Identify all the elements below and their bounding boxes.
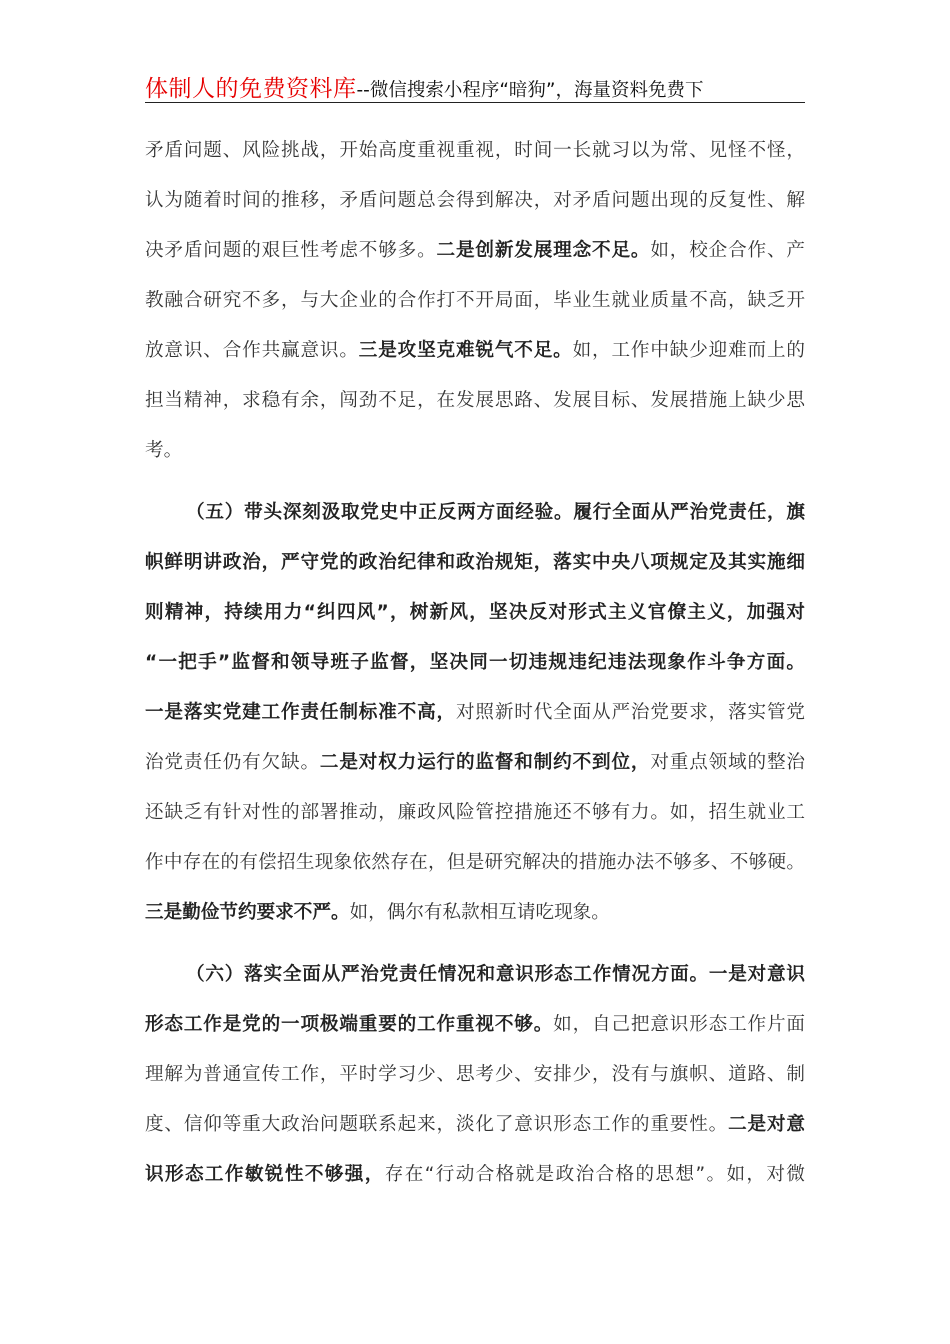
header-notice: --微信搜索小程序“暗狗”，海量资料免费下 [356,80,704,101]
text-line [145,738,805,788]
bold-text: （五）带头深刻汲取党史中正反两方面经验。履行全面从严治党责任，旗 [186,502,805,523]
text-line [145,1000,805,1050]
body-text: 决矛盾问题的艰巨性考虑不够多。 [145,240,437,261]
text-line [145,326,805,376]
paragraph-gap [145,476,805,488]
text-line [145,638,805,688]
text-line [145,538,805,588]
bold-text: 三是勤俭节约要求不严。 [145,902,350,923]
body-text: 如，自己把意识形态工作片面 [553,1014,805,1035]
bold-text: 则精神，持续用力“纠四风”，树新风，坚决反对形式主义官僚主义，加强对 [145,602,805,623]
text-line [145,1100,805,1150]
body-text: 认为随着时间的推移，矛盾问题总会得到解决，对矛盾问题出现的反复性、解 [145,190,805,211]
body-text: 治党责任仍有欠缺。 [145,752,320,773]
text-line [145,176,805,226]
body-text: 矛盾问题、风险挑战，开始高度重视重视，时间一长就习以为常、见怪不怪， [145,140,805,161]
document-body [145,126,805,1200]
bold-text: 帜鲜明讲政治，严守党的政治纪律和政治规矩，落实中央八项规定及其实施细 [145,552,805,573]
body-text: 作中存在的有偿招生现象依然存在，但是研究解决的措施办法不够多、不够硬。 [145,852,805,873]
text-line [145,588,805,638]
body-text: 如，校企合作、产 [650,240,805,261]
text-line [145,426,805,476]
bold-text: 二是对权力运行的监督和制约不到位， [319,752,651,773]
body-text: 教融合研究不多，与大企业的合作打不开局面，毕业生就业质量不高，缺乏开 [145,290,805,311]
text-line [145,1150,805,1200]
bold-text: 识形态工作敏锐性不够强， [145,1164,385,1185]
bold-text: 二是创新发展理念不足。 [436,240,651,261]
text-line [145,276,805,326]
body-text: 如，工作中缺少迎难而上的 [572,340,805,361]
body-text: 度、信仰等重大政治问题联系起来，淡化了意识形态工作的重要性。 [145,1114,729,1135]
text-line [145,126,805,176]
text-line [145,688,805,738]
text-line [145,950,805,1000]
bold-text: “一把手”监督和领导班子监督，坚决同一切违规违纪违法现象作斗争方面。 [145,652,805,673]
body-text: 对重点领域的整治 [650,752,805,773]
body-text: 考。 [145,440,183,461]
body-text: 担当精神，求稳有余，闯劲不足，在发展思路、发展目标、发展措施上缺少思 [145,390,805,411]
page-header [145,70,805,103]
body-text: 放意识、合作共赢意识。 [145,340,359,361]
body-text: 理解为普通宣传工作，平时学习少、思考少、安排少，没有与旗帜、道路、制 [145,1064,805,1085]
text-line [145,888,805,938]
body-text: 还缺乏有针对性的部署推动，廉政风险管控措施还不够有力。如，招生就业工 [145,802,805,823]
bold-text: （六）落实全面从严治党责任情况和意识形态工作情况方面。一是对意识 [186,964,805,985]
header-brand: 体制人的免费资料库 [145,76,357,102]
bold-text: 形态工作是党的一项极端重要的工作重视不够。 [145,1014,554,1035]
body-text: 存在“行动合格就是政治合格的思想”。如，对微 [384,1164,805,1185]
text-line [145,1050,805,1100]
body-text: 对照新时代全面从严治党要求，落实管党 [455,702,805,723]
text-line [145,226,805,276]
bold-text: 一是落实党建工作责任制标准不高， [145,702,456,723]
paragraph-gap [145,938,805,950]
text-line [145,788,805,838]
text-line [145,838,805,888]
text-line [145,488,805,538]
body-text: 如，偶尔有私款相互请吃现象。 [349,902,610,923]
text-line [145,376,805,426]
bold-text: 二是对意 [728,1114,805,1135]
bold-text: 三是攻坚克难锐气不足。 [358,340,573,361]
